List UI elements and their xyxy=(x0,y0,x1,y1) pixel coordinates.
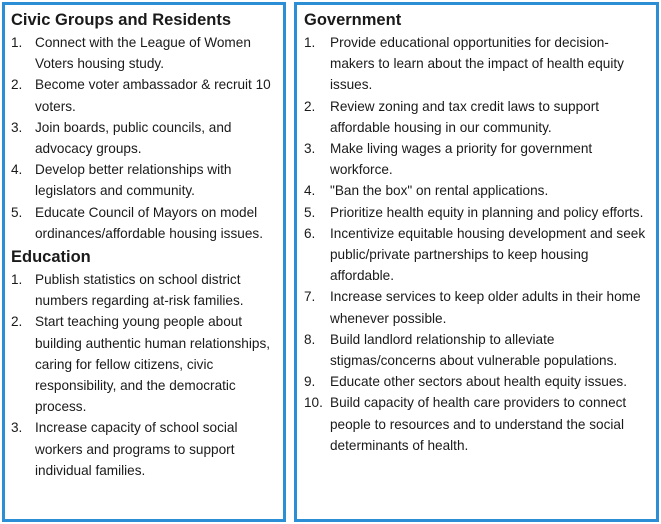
item-number: 5. xyxy=(11,204,23,220)
civic-groups-list xyxy=(11,32,277,244)
government-title: Government xyxy=(304,11,402,29)
list-item xyxy=(11,269,277,311)
item-number: 4. xyxy=(11,162,23,178)
education-list xyxy=(11,269,277,481)
list-item xyxy=(304,96,650,138)
government-list xyxy=(304,32,650,456)
item-number: 1. xyxy=(11,272,23,288)
item-number: 2. xyxy=(304,98,316,114)
civic-education-panel xyxy=(2,2,286,522)
item-text: Increase capacity of school social workers and programs to support individual families. xyxy=(35,420,238,478)
item-text: Publish statistics on school district numbers regarding at-risk families. xyxy=(35,272,244,309)
item-number: 1. xyxy=(11,35,23,50)
item-text: Become voter ambassador & recruit 10 voters. xyxy=(35,77,271,114)
list-item xyxy=(11,117,277,159)
list-item xyxy=(11,159,277,201)
item-number: 10. xyxy=(304,395,323,411)
item-number: 3. xyxy=(11,420,23,436)
government-panel xyxy=(294,2,659,522)
item-text: Review zoning and tax credit laws to support affordable housing in our community. xyxy=(330,98,599,135)
list-item xyxy=(11,32,277,74)
item-number: 7. xyxy=(304,289,316,305)
list-item xyxy=(11,74,277,116)
list-item xyxy=(304,329,650,371)
list-item xyxy=(11,417,277,481)
item-text: Connect with the League of Women Voters housing study. xyxy=(35,35,251,72)
item-number: 5. xyxy=(304,204,316,220)
item-number: 3. xyxy=(304,141,316,157)
item-number: 4. xyxy=(304,183,316,199)
list-item xyxy=(304,371,650,392)
list-item xyxy=(304,223,650,287)
civic-groups-title: Civic Groups and Residents xyxy=(11,11,232,29)
list-item xyxy=(11,202,277,244)
item-text: Build capacity of health care providers to connect people to resources and to understand the social determinants of health. xyxy=(330,395,627,453)
list-item xyxy=(304,392,650,456)
item-text: "Ban the box" on rental applications. xyxy=(330,183,549,199)
item-text: Build landlord relationship to alleviate stigmas/concerns about vulnerable populations. xyxy=(330,331,618,369)
item-text: Incentivize equitable housing development and seek public/private partnerships to keep housing affordable. xyxy=(330,225,646,284)
item-number: 2. xyxy=(11,314,23,330)
item-text: Start teaching young people about building authentic human relationships, caring for fellow citizens, civic responsibility, and the democratic process. xyxy=(35,314,271,415)
item-text: Provide educational opportunities for decision-makers to learn about the impact of health equity issues. xyxy=(330,35,624,93)
list-item xyxy=(304,202,650,223)
item-number: 9. xyxy=(304,374,316,390)
item-number: 3. xyxy=(11,119,23,135)
item-text: Join boards, public councils, and advocacy groups. xyxy=(35,119,232,157)
list-item xyxy=(304,138,650,180)
item-number: 6. xyxy=(304,225,316,241)
item-number: 8. xyxy=(304,331,316,347)
item-text: Educate Council of Mayors on model ordinances/affordable housing issues. xyxy=(35,204,263,241)
education-title: Education xyxy=(11,248,91,267)
item-text: Prioritize health equity in planning and policy efforts. xyxy=(330,204,644,220)
list-item xyxy=(304,32,650,96)
list-item xyxy=(11,311,277,417)
item-text: Increase services to keep older adults in their home whenever possible. xyxy=(330,289,641,326)
item-text: Educate other sectors about health equity issues. xyxy=(330,374,627,390)
item-text: Develop better relationships with legislators and community. xyxy=(35,162,232,199)
list-item xyxy=(304,180,650,201)
list-item xyxy=(304,286,650,328)
item-text: Make living wages a priority for government workforce. xyxy=(330,141,593,178)
item-number: 2. xyxy=(11,77,23,93)
item-number: 1. xyxy=(304,35,316,50)
